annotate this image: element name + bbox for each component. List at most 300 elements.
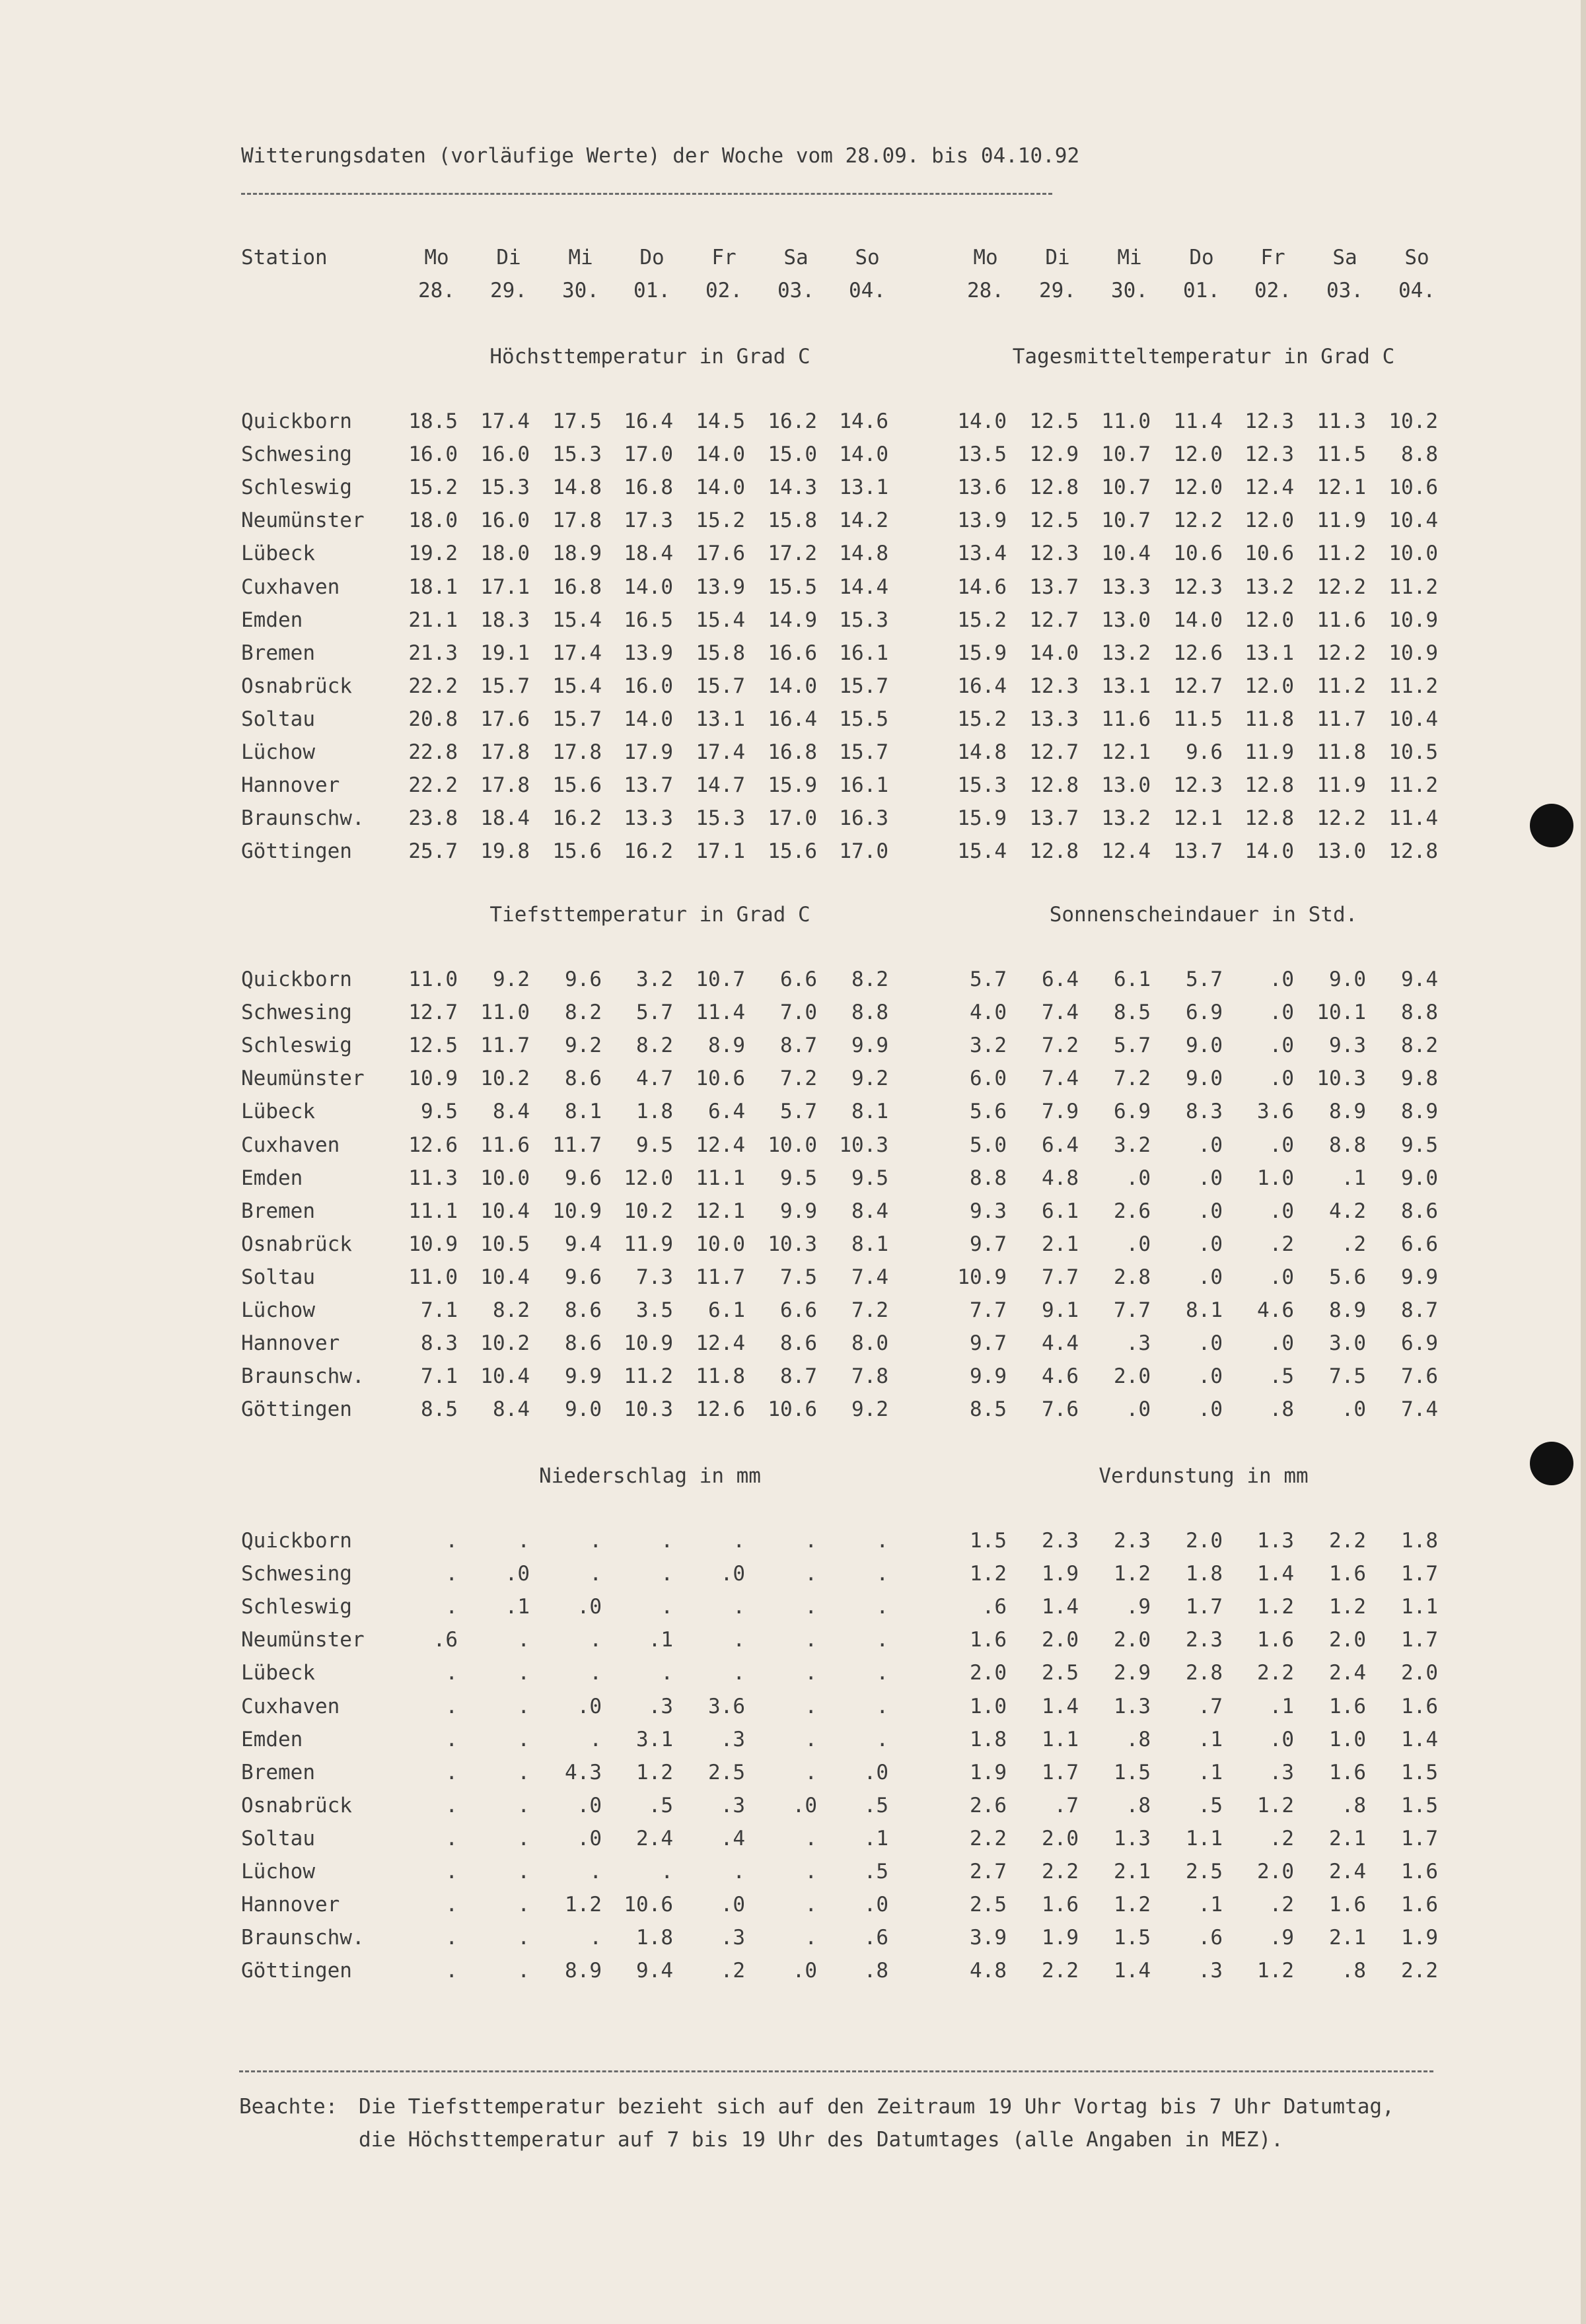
table-cell: 13.3 xyxy=(1101,575,1151,599)
table-cell: . xyxy=(517,1860,530,1884)
table-cell: 14.0 xyxy=(624,575,673,599)
table-cell: 15.4 xyxy=(552,674,602,698)
table-cell: 15.9 xyxy=(957,806,1007,830)
table-cell: 11.2 xyxy=(1388,773,1438,797)
table-cell: 9.2 xyxy=(851,1067,888,1090)
table-cell: . xyxy=(445,1661,458,1685)
table-cell: 13.7 xyxy=(1029,575,1079,599)
table-cell: . xyxy=(661,1529,673,1553)
table-cell: 9.6 xyxy=(565,1265,602,1289)
station-name: Bremen xyxy=(241,1199,315,1223)
table-cell: 15.5 xyxy=(839,707,888,731)
table-cell: 9.2 xyxy=(493,968,530,991)
table-cell: 11.2 xyxy=(1316,674,1366,698)
table-cell: 12.8 xyxy=(1388,839,1438,863)
table-cell: .1 xyxy=(1269,1695,1294,1718)
table-cell: 1.2 xyxy=(1114,1893,1151,1917)
table-cell: 9.3 xyxy=(970,1199,1007,1223)
table-cell: 3.1 xyxy=(636,1728,673,1751)
table-cell: 2.1 xyxy=(1329,1926,1366,1950)
table-cell: 2.1 xyxy=(1042,1232,1079,1256)
table-cell: 2.0 xyxy=(1329,1628,1366,1652)
station-name: Emden xyxy=(241,1728,303,1751)
table-cell: 8.5 xyxy=(970,1397,1007,1421)
table-cell: 1.2 xyxy=(1114,1562,1151,1586)
table-cell: 1.1 xyxy=(1186,1827,1223,1850)
table-cell: 9.0 xyxy=(565,1397,602,1421)
table-cell: .0 xyxy=(1269,1001,1294,1024)
table-cell: 13.7 xyxy=(1173,839,1223,863)
table-cell: 8.6 xyxy=(1401,1199,1438,1223)
table-cell: 1.9 xyxy=(970,1761,1007,1784)
table-cell: . xyxy=(445,1827,458,1850)
table-cell: 13.9 xyxy=(696,575,745,599)
table-cell: 8.3 xyxy=(1186,1100,1223,1123)
table-cell: 13.2 xyxy=(1101,641,1151,665)
table-cell: .0 xyxy=(1198,1331,1223,1355)
table-cell: 15.3 xyxy=(696,806,745,830)
station-name: Göttingen xyxy=(241,1959,352,1983)
table-cell: 16.1 xyxy=(839,773,888,797)
table-cell: 8.4 xyxy=(851,1199,888,1223)
table-cell: 10.5 xyxy=(480,1232,530,1256)
table-cell: 16.0 xyxy=(480,509,530,532)
table-cell: 10.6 xyxy=(696,1067,745,1090)
table-cell: 17.0 xyxy=(768,806,817,830)
table-cell: 7.4 xyxy=(1042,1001,1079,1024)
table-cell: 2.4 xyxy=(636,1827,673,1850)
table-cell: 17.6 xyxy=(480,707,530,731)
table-cell: 8.5 xyxy=(1114,1001,1151,1024)
table-cell: 6.9 xyxy=(1186,1001,1223,1024)
table-cell: 1.8 xyxy=(636,1926,673,1950)
station-name: Göttingen xyxy=(241,839,352,863)
table-cell: 17.0 xyxy=(839,839,888,863)
table-cell: 12.0 xyxy=(1244,509,1294,532)
table-cell: . xyxy=(805,1893,817,1917)
table-cell: .2 xyxy=(1341,1232,1366,1256)
table-cell: .0 xyxy=(505,1562,530,1586)
table-cell: 15.3 xyxy=(839,608,888,632)
table-cell: 12.9 xyxy=(1029,442,1079,466)
station-name: Braunschw. xyxy=(241,806,365,830)
table-cell: 12.2 xyxy=(1173,509,1223,532)
table-cell: .2 xyxy=(1269,1827,1294,1850)
table-cell: 15.7 xyxy=(480,674,530,698)
table-cell: 1.2 xyxy=(1257,1959,1294,1983)
table-cell: 15.8 xyxy=(768,509,817,532)
table-cell: . xyxy=(445,1761,458,1784)
station-name: Osnabrück xyxy=(241,1794,352,1817)
table-cell: 4.6 xyxy=(1257,1298,1294,1322)
table-cell: .8 xyxy=(1126,1794,1151,1817)
table-cell: .9 xyxy=(1126,1595,1151,1619)
table-cell: 2.2 xyxy=(1257,1661,1294,1685)
date-header: 02. xyxy=(1254,279,1291,302)
day-header: Mo xyxy=(973,246,998,269)
table-cell: . xyxy=(876,1695,888,1718)
table-cell: 3.6 xyxy=(1257,1100,1294,1123)
table-cell: 7.6 xyxy=(1401,1364,1438,1388)
table-cell: 4.8 xyxy=(1042,1166,1079,1190)
table-cell: 1.6 xyxy=(1329,1562,1366,1586)
table-cell: 8.4 xyxy=(493,1100,530,1123)
table-cell: 6.0 xyxy=(970,1067,1007,1090)
station-name: Quickborn xyxy=(241,968,352,991)
table-cell: 10.7 xyxy=(696,968,745,991)
table-cell: 1.5 xyxy=(1401,1761,1438,1784)
table-cell: 19.1 xyxy=(480,641,530,665)
table-cell: 8.2 xyxy=(565,1001,602,1024)
table-cell: 15.6 xyxy=(768,839,817,863)
table-cell: 20.8 xyxy=(408,707,458,731)
date-header: 30. xyxy=(562,279,599,302)
table-cell: 9.9 xyxy=(780,1199,817,1223)
day-header: Do xyxy=(639,246,665,269)
table-cell: 11.3 xyxy=(408,1166,458,1190)
table-cell: 14.8 xyxy=(552,475,602,499)
table-cell: 1.6 xyxy=(1329,1695,1366,1718)
table-cell: 25.7 xyxy=(408,839,458,863)
table-cell: 12.3 xyxy=(1244,409,1294,433)
table-cell: 2.1 xyxy=(1329,1827,1366,1850)
table-cell: 14.5 xyxy=(696,409,745,433)
table-cell: 7.5 xyxy=(1329,1364,1366,1388)
table-cell: 9.5 xyxy=(636,1133,673,1157)
table-cell: 9.9 xyxy=(565,1364,602,1388)
table-cell: .0 xyxy=(1198,1265,1223,1289)
table-cell: 10.4 xyxy=(1388,509,1438,532)
table-cell: . xyxy=(805,1562,817,1586)
block-title-right: Tagesmitteltemperatur in Grad C xyxy=(1012,345,1395,369)
table-cell: 13.5 xyxy=(957,442,1007,466)
table-cell: 2.3 xyxy=(1186,1628,1223,1652)
table-cell: 9.7 xyxy=(970,1331,1007,1355)
table-cell: 13.3 xyxy=(1029,707,1079,731)
table-cell: 1.3 xyxy=(1114,1827,1151,1850)
table-cell: .3 xyxy=(720,1794,745,1817)
table-cell: 1.7 xyxy=(1186,1595,1223,1619)
table-cell: 4.4 xyxy=(1042,1331,1079,1355)
date-header: 01. xyxy=(1183,279,1220,302)
table-cell: 8.4 xyxy=(493,1397,530,1421)
table-cell: . xyxy=(445,1926,458,1950)
day-header: Sa xyxy=(783,246,809,269)
table-cell: 15.7 xyxy=(839,674,888,698)
table-cell: . xyxy=(589,1562,602,1586)
table-cell: 19.2 xyxy=(408,542,458,565)
table-cell: . xyxy=(733,1860,745,1884)
table-cell: 11.6 xyxy=(480,1133,530,1157)
table-cell: . xyxy=(661,1661,673,1685)
table-cell: .1 xyxy=(505,1595,530,1619)
block-title-right: Verdunstung in mm xyxy=(1099,1464,1309,1488)
table-cell: 13.7 xyxy=(624,773,673,797)
day-header: Fr xyxy=(711,246,737,269)
table-cell: 8.1 xyxy=(851,1100,888,1123)
table-cell: 9.5 xyxy=(851,1166,888,1190)
document-title: Witterungsdaten (vorläufige Werte) der Woche vom 28.09. bis 04.10.92 xyxy=(241,144,1080,168)
table-cell: 1.5 xyxy=(1114,1761,1151,1784)
table-cell: .0 xyxy=(863,1893,888,1917)
table-cell: 5.7 xyxy=(780,1100,817,1123)
table-cell: . xyxy=(805,1661,817,1685)
table-cell: .1 xyxy=(1198,1728,1223,1751)
table-cell: 16.8 xyxy=(552,575,602,599)
table-cell: 8.7 xyxy=(780,1364,817,1388)
station-name: Soltau xyxy=(241,1265,315,1289)
table-cell: 16.3 xyxy=(839,806,888,830)
table-cell: 2.3 xyxy=(1042,1529,1079,1553)
table-cell: 9.5 xyxy=(421,1100,458,1123)
table-cell: .0 xyxy=(1269,968,1294,991)
table-cell: 12.0 xyxy=(624,1166,673,1190)
table-cell: 2.2 xyxy=(1329,1529,1366,1553)
table-cell: 9.0 xyxy=(1186,1034,1223,1057)
table-cell: 17.4 xyxy=(480,409,530,433)
table-cell: 17.6 xyxy=(696,542,745,565)
day-header: Di xyxy=(496,246,521,269)
table-cell: . xyxy=(876,1529,888,1553)
table-cell: .0 xyxy=(1198,1364,1223,1388)
table-cell: 10.1 xyxy=(1316,1001,1366,1024)
table-cell: 10.0 xyxy=(480,1166,530,1190)
station-name: Lübeck xyxy=(241,1100,315,1123)
table-cell: 17.8 xyxy=(480,740,530,764)
title-rule xyxy=(241,193,1052,195)
table-cell: 12.4 xyxy=(1244,475,1294,499)
table-cell: 22.2 xyxy=(408,674,458,698)
table-cell: 1.3 xyxy=(1257,1529,1294,1553)
table-cell: 3.9 xyxy=(970,1926,1007,1950)
table-cell: 10.2 xyxy=(624,1199,673,1223)
table-cell: 1.6 xyxy=(1401,1695,1438,1718)
table-cell: 5.6 xyxy=(970,1100,1007,1123)
table-cell: . xyxy=(733,1661,745,1685)
table-cell: .5 xyxy=(1269,1364,1294,1388)
table-cell: .7 xyxy=(1198,1695,1223,1718)
table-cell: 18.4 xyxy=(480,806,530,830)
table-cell: 6.6 xyxy=(1401,1232,1438,1256)
table-cell: 15.8 xyxy=(696,641,745,665)
day-header: Di xyxy=(1045,246,1070,269)
table-cell: 1.4 xyxy=(1042,1695,1079,1718)
station-name: Hannover xyxy=(241,1893,340,1917)
table-cell: 12.3 xyxy=(1173,575,1223,599)
table-cell: 14.0 xyxy=(1029,641,1079,665)
date-header: 03. xyxy=(777,279,814,302)
table-cell: 7.4 xyxy=(851,1265,888,1289)
table-cell: 12.5 xyxy=(1029,409,1079,433)
table-cell: 1.3 xyxy=(1114,1695,1151,1718)
table-cell: 8.1 xyxy=(1186,1298,1223,1322)
table-cell: 10.3 xyxy=(1316,1067,1366,1090)
table-cell: .0 xyxy=(720,1562,745,1586)
table-cell: 22.8 xyxy=(408,740,458,764)
block-title-right: Sonnenscheindauer in Std. xyxy=(1049,903,1358,927)
table-cell: 8.8 xyxy=(1401,1001,1438,1024)
table-cell: . xyxy=(517,1728,530,1751)
block-title-left: Niederschlag in mm xyxy=(539,1464,761,1488)
table-cell: . xyxy=(805,1728,817,1751)
table-cell: .0 xyxy=(577,1695,602,1718)
table-cell: 13.1 xyxy=(839,475,888,499)
table-cell: 9.9 xyxy=(851,1034,888,1057)
table-cell: .8 xyxy=(1341,1794,1366,1817)
table-cell: 11.3 xyxy=(1316,409,1366,433)
table-cell: 9.0 xyxy=(1329,968,1366,991)
table-cell: 12.7 xyxy=(1029,608,1079,632)
day-header: So xyxy=(855,246,880,269)
table-cell: 3.0 xyxy=(1329,1331,1366,1355)
table-cell: 1.5 xyxy=(1401,1794,1438,1817)
station-name: Schleswig xyxy=(241,475,352,499)
table-cell: 18.5 xyxy=(408,409,458,433)
table-cell: 10.7 xyxy=(1101,475,1151,499)
table-cell: .5 xyxy=(863,1794,888,1817)
table-cell: 1.1 xyxy=(1401,1595,1438,1619)
table-cell: 16.8 xyxy=(768,740,817,764)
table-cell: 2.8 xyxy=(1114,1265,1151,1289)
table-cell: 10.9 xyxy=(408,1232,458,1256)
station-name: Soltau xyxy=(241,707,315,731)
table-cell: 12.4 xyxy=(696,1133,745,1157)
table-cell: 4.7 xyxy=(636,1067,673,1090)
table-cell: 6.4 xyxy=(1042,1133,1079,1157)
table-cell: 6.9 xyxy=(1401,1331,1438,1355)
table-cell: 12.1 xyxy=(1316,475,1366,499)
table-cell: .0 xyxy=(792,1959,817,1983)
table-cell: . xyxy=(876,1661,888,1685)
table-cell: .8 xyxy=(1341,1959,1366,1983)
table-cell: 17.8 xyxy=(480,773,530,797)
table-cell: 19.8 xyxy=(480,839,530,863)
table-cell: 10.5 xyxy=(1388,740,1438,764)
table-cell: .0 xyxy=(1341,1397,1366,1421)
table-cell: .0 xyxy=(1269,1728,1294,1751)
table-cell: 1.9 xyxy=(1042,1562,1079,1586)
table-cell: 12.8 xyxy=(1029,839,1079,863)
table-cell: 8.8 xyxy=(970,1166,1007,1190)
table-cell: 5.7 xyxy=(1114,1034,1151,1057)
table-cell: 1.4 xyxy=(1114,1959,1151,1983)
table-cell: 15.4 xyxy=(696,608,745,632)
table-cell: 8.2 xyxy=(493,1298,530,1322)
station-name: Cuxhaven xyxy=(241,1695,340,1718)
table-cell: 10.9 xyxy=(624,1331,673,1355)
table-cell: 8.1 xyxy=(565,1100,602,1123)
station-name: Hannover xyxy=(241,1331,340,1355)
table-cell: . xyxy=(445,1959,458,1983)
table-cell: 11.7 xyxy=(696,1265,745,1289)
table-cell: 1.6 xyxy=(1257,1628,1294,1652)
table-cell: 10.9 xyxy=(552,1199,602,1223)
table-cell: 12.7 xyxy=(408,1001,458,1024)
table-cell: 13.3 xyxy=(624,806,673,830)
table-cell: 8.8 xyxy=(1401,442,1438,466)
table-cell: 6.6 xyxy=(780,968,817,991)
date-header: 30. xyxy=(1111,279,1148,302)
table-cell: 11.9 xyxy=(624,1232,673,1256)
table-cell: 21.3 xyxy=(408,641,458,665)
table-cell: .0 xyxy=(1269,1331,1294,1355)
table-cell: 12.6 xyxy=(1173,641,1223,665)
table-cell: . xyxy=(517,1761,530,1784)
station-name: Soltau xyxy=(241,1827,315,1850)
table-cell: 13.0 xyxy=(1101,608,1151,632)
table-cell: 4.6 xyxy=(1042,1364,1079,1388)
table-cell: 3.2 xyxy=(1114,1133,1151,1157)
table-cell: 2.8 xyxy=(1186,1661,1223,1685)
table-cell: 2.0 xyxy=(1114,1628,1151,1652)
table-cell: .0 xyxy=(1126,1397,1151,1421)
table-cell: . xyxy=(589,1728,602,1751)
table-cell: .3 xyxy=(1198,1959,1223,1983)
table-cell: 9.4 xyxy=(636,1959,673,1983)
table-cell: 22.2 xyxy=(408,773,458,797)
table-cell: . xyxy=(517,1661,530,1685)
table-cell: 14.8 xyxy=(839,542,888,565)
table-cell: .3 xyxy=(1269,1761,1294,1784)
table-cell: . xyxy=(661,1562,673,1586)
table-cell: 14.0 xyxy=(1173,608,1223,632)
table-cell: 2.0 xyxy=(1042,1628,1079,1652)
station-name: Lüchow xyxy=(241,1298,315,1322)
table-cell: 10.9 xyxy=(1388,641,1438,665)
station-name: Neumünster xyxy=(241,1628,365,1652)
table-cell: 17.8 xyxy=(552,740,602,764)
table-cell: 11.4 xyxy=(1388,806,1438,830)
table-cell: . xyxy=(733,1595,745,1619)
table-cell: 10.6 xyxy=(1173,542,1223,565)
table-cell: 12.4 xyxy=(696,1331,745,1355)
table-cell: 9.3 xyxy=(1329,1034,1366,1057)
table-cell: 11.5 xyxy=(1316,442,1366,466)
table-cell: 16.2 xyxy=(624,839,673,863)
table-cell: 1.4 xyxy=(1257,1562,1294,1586)
station-name: Osnabrück xyxy=(241,1232,352,1256)
table-cell: 7.4 xyxy=(1042,1067,1079,1090)
table-cell: 14.7 xyxy=(696,773,745,797)
table-cell: 1.5 xyxy=(970,1529,1007,1553)
table-cell: 15.3 xyxy=(480,475,530,499)
table-cell: 4.0 xyxy=(970,1001,1007,1024)
station-name: Lüchow xyxy=(241,740,315,764)
table-cell: 13.2 xyxy=(1244,575,1294,599)
table-cell: 18.3 xyxy=(480,608,530,632)
table-cell: 1.4 xyxy=(1401,1728,1438,1751)
date-header: 04. xyxy=(849,279,886,302)
station-name: Lübeck xyxy=(241,1661,315,1685)
station-name: Cuxhaven xyxy=(241,1133,340,1157)
table-cell: 15.9 xyxy=(768,773,817,797)
table-cell: 2.5 xyxy=(1042,1661,1079,1685)
page-edge xyxy=(1581,0,1586,2324)
table-cell: 8.6 xyxy=(565,1331,602,1355)
table-cell: 11.0 xyxy=(1101,409,1151,433)
table-cell: . xyxy=(445,1562,458,1586)
table-cell: 12.4 xyxy=(1101,839,1151,863)
date-header: 04. xyxy=(1398,279,1435,302)
table-cell: 8.9 xyxy=(1329,1298,1366,1322)
table-cell: . xyxy=(805,1860,817,1884)
table-cell: 1.6 xyxy=(1401,1860,1438,1884)
table-cell: 8.0 xyxy=(851,1331,888,1355)
table-cell: 11.7 xyxy=(1316,707,1366,731)
table-cell: 15.0 xyxy=(768,442,817,466)
table-cell: 4.3 xyxy=(565,1761,602,1784)
table-cell: . xyxy=(876,1595,888,1619)
